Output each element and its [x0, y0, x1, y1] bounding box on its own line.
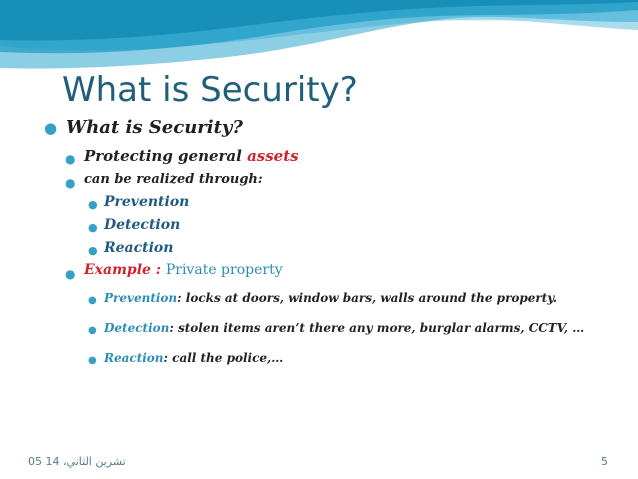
slide-title: What is Security? [62, 70, 358, 110]
bullet-detection [104, 217, 180, 233]
example-value: Private property [165, 262, 283, 278]
bullet-label: Prevention [104, 291, 178, 305]
bullet-text: : call the police,… [163, 351, 284, 365]
bullet-reaction [104, 240, 173, 256]
bullet-what-is-security [66, 117, 243, 138]
bullet-realized [84, 172, 263, 187]
bullet-prevention [104, 194, 189, 210]
bullet-text: Detection [104, 217, 181, 233]
bullet-text: can be realized through: [84, 172, 263, 187]
bullet-text: : locks at doors, window bars, walls around the property. [177, 291, 558, 305]
header-wave [0, 0, 638, 72]
bullet-label: Detection [104, 321, 170, 335]
bullet-example-reaction [104, 351, 283, 365]
bullet-icon: ● [65, 176, 76, 190]
bullet-protecting-assets [84, 147, 299, 165]
bullet-text: Prevention [104, 194, 190, 210]
example-label: Example : [84, 262, 166, 278]
bullet-icon: ● [88, 295, 97, 306]
bullet-label: Reaction [104, 351, 164, 365]
bullet-icon: ● [88, 355, 97, 366]
bullet-icon: ● [65, 152, 76, 166]
bullet-example-detection [104, 321, 584, 335]
bullet-icon: ● [44, 119, 58, 137]
bullet-icon: ● [88, 244, 98, 257]
bullet-text: Protecting general [84, 147, 248, 165]
bullet-icon: ● [88, 221, 98, 234]
bullet-example-prevention [104, 291, 557, 305]
bullet-icon: ● [88, 198, 98, 211]
bullet-icon: ● [65, 267, 76, 281]
bullet-text: Reaction [104, 240, 174, 256]
bullet-icon: ● [88, 325, 97, 336]
footer-date: 05 تشرين الثاني، 14 [28, 455, 126, 468]
bullet-text: What is Security? [66, 117, 243, 138]
accent-text: assets [247, 147, 299, 165]
page-number: 5 [601, 455, 608, 468]
bullet-example [84, 262, 283, 278]
bullet-text: : stolen items aren’t there any more, burglar alarms, CCTV, … [169, 321, 585, 335]
